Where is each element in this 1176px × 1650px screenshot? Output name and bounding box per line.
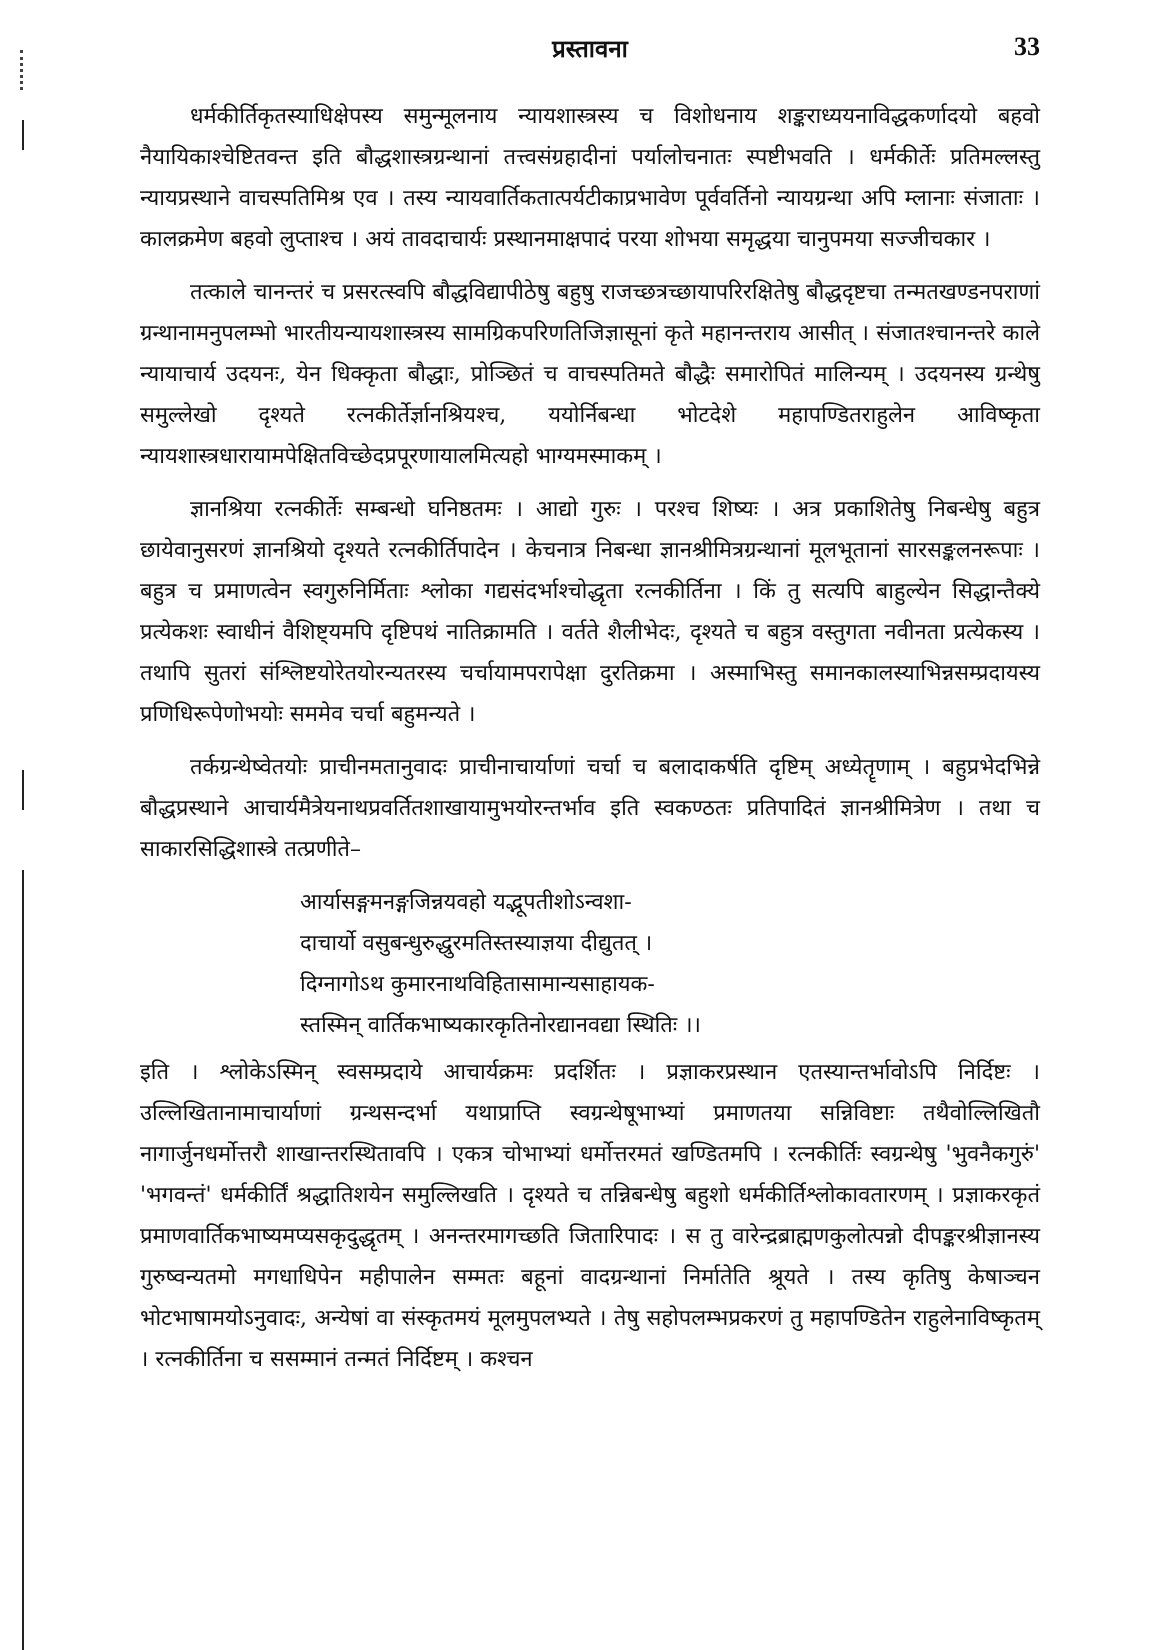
- verse-line: स्तस्मिन् वार्तिकभाष्यकारकृतिनोरद्यानवद्या स्थितिः ।।: [300, 1013, 701, 1038]
- binding-edge-line: [22, 870, 24, 1650]
- page-header: [140, 32, 1040, 72]
- running-title: प्रस्तावना: [552, 34, 628, 63]
- paragraph: तर्कग्रन्थेष्वेतयोः प्राचीनमतानुवादः प्राचीनाचार्याणां चर्चा च बलादाकर्षति दृष्टिम् अध्येतॄणाम् । बहुप्रभेदभिन्ने बौद्धप्रस्थाने आचार्यमैत्रेयनाथप्रवर्तितशाखायामुभयोरन्तर्भाव इति स्वकण्ठतः प्रतिपादितं ज्ञानश्रीमित्रेण । तथा च साकारसिद्धिशास्त्रे तत्प्रणीते–: [140, 755, 1040, 862]
- paragraph: धर्मकीर्तिकृतस्याधिक्षेपस्य समुन्मूलनाय न्यायशास्त्रस्य च विशोधनाय शङ्कराध्ययनाविद्धकर्णादयो बहवो नैयायिकाश्चेष्टितवन्त इति बौद्धशास्त्रग्रन्थानां तत्त्वसंग्रहादीनां पर्यालोचनातः स्पष्टीभवति । धर्मकीर्तेः प्रतिमल्लस्तु न्यायप्रस्थाने वाचस्पतिमिश्र एव । तस्य न्यायवार्तिकतात्पर्यटीकाप्रभावेण पूर्ववर्तिनो न्यायग्रन्था अपि म्लानाः संजाताः । कालक्रमेण बहवो लुप्ताश्च । अयं तावदाचार्यः प्रस्थानमाक्षपादं परया शोभया समृद्धया चानुपमया सज्जीचकार ।: [140, 104, 1040, 252]
- verse-block: [140, 882, 1040, 1046]
- page-number: 33: [1014, 32, 1040, 61]
- paragraph: ज्ञानश्रिया रत्नकीर्तेः सम्बन्धो घनिष्ठतमः । आद्यो गुरुः । परश्च शिष्यः । अत्र प्रकाशितेषु निबन्धेषु बहुत्र छायेवानुसरणं ज्ञानश्रियो दृश्यते रत्नकीर्तिपादेन । केचनात्र निबन्धा ज्ञानश्रीमित्रग्रन्थानां मूलभूतानां सारसङ्कलनरूपाः । बहुत्र च प्रमाणत्वेन स्वगुरुनिर्मिताः श्लोका गद्यसंदर्भाश्चोद्धृता रत्नकीर्तिना । किं तु सत्यपि बाहुल्येन सिद्धान्तैक्ये प्रत्येकशः स्वाधीनं वैशिष्ट्यमपि दृष्टिपथं नातिक्रामति । वर्तते शैलीभेदः, दृश्यते च बहुत्र वस्तुगता नवीनता प्रत्येकस्य । तथापि सुतरां संश्लिष्टयोरेतयोरन्यतरस्य चर्चायामपरापेक्षा दुरतिक्रमा । अस्माभिस्तु समानकालस्याभिन्नसम्प्रदायस्य प्रणिधिरूपेणोभयोः सममेव चर्चा बहुमन्यते ।: [140, 497, 1040, 727]
- verse-line: दाचार्यो वसुबन्धुरुद्धुरमतिस्तस्याज्ञया दीद्युतत् ।: [300, 931, 653, 956]
- body-text: [140, 96, 1040, 1392]
- binding-edge-line: [22, 120, 24, 150]
- verse-line: दिग्नागोऽथ कुमारनाथविहितासामान्यसाहायक-: [300, 972, 655, 997]
- binding-edge-line: [22, 770, 24, 810]
- binding-edge-dots: [20, 50, 26, 90]
- closing-paragraph: इति । श्लोकेऽस्मिन् स्वसम्प्रदाये आचार्यक्रमः प्रदर्शितः । प्रज्ञाकरप्रस्थान एतस्यान्तर्भावोऽपि निर्दिष्टः । उल्लिखितानामाचार्याणां ग्रन्थसन्दर्भा यथाप्राप्ति स्वग्रन्थेषूभाभ्यां प्रमाणतया सन्निविष्टाः तथैवोल्लिखितौ नागार्जुनधर्मोत्तरौ शाखान्तरस्थितावपि । एकत्र चोभाभ्यां धर्मोत्तरमतं खण्डितमपि । रत्नकीर्तिः स्वग्रन्थेषु 'भुवनैकगुरुं' 'भगवन्तं' धर्मकीर्तिं श्रद्धातिशयेन समुल्लिखति । दृश्यते च तन्निबन्धेषु बहुशो धर्मकीर्तिश्लोकावतारणम् । प्रज्ञाकरकृतं प्रमाणवार्तिकभाष्यमप्यसकृदुद्धृतम् । अनन्तरमागच्छति जितारिपादः । स तु वारेन्द्रब्राह्मणकुलोत्पन्नो दीपङ्करश्रीज्ञानस्य गुरुष्वन्यतमो मगधाधिपेन महीपालेन सम्मतः बहूनां वादग्रन्थानां निर्मातेति श्रूयते । तस्य कृतिषु केषाञ्चन भोटभाषामयोऽनुवादः, अन्येषां वा संस्कृतमयं मूलमुपलभ्यते । तेषु सहोपलम्भप्रकरणं तु महापण्डितेन राहुलेनाविष्कृतम् । रत्नकीर्तिना च ससम्मानं तन्मतं निर्दिष्टम् । कश्चन: [140, 1060, 1040, 1372]
- verse-line: आर्यासङ्गमनङ्गजिन्नयवहो यद्भूपतीशोऽन्वशा-: [300, 890, 632, 915]
- paragraph: तत्काले चानन्तरं च प्रसरत्स्वपि बौद्धविद्यापीठेषु बहुषु राजच्छत्रच्छायापरिरक्षितेषु बौद्धदृष्टचा तन्मतखण्डनपराणां ग्रन्थानामनुपलम्भो भारतीयन्यायशास्त्रस्य सामग्रिकपरिणतिजिज्ञासूनां कृते महानन्तराय आसीत् । संजातश्चानन्तरे काले न्यायाचार्य उदयनः, येन धिक्कृता बौद्धाः, प्रोञ्छितं च वाचस्पतिमते बौद्धैः समारोपितं मालिन्यम् । उदयनस्य ग्रन्थेषु समुल्लेखो दृश्यते रत्नकीर्तेर्ज्ञानश्रियश्च, ययोर्निबन्धा भोटदेशे महापण्डितराहुलेन आविष्कृता न्यायशास्त्रधारायामपेक्षितविच्छेदप्रपूरणायालमित्यहो भाग्यमस्माकम् ।: [140, 280, 1040, 469]
